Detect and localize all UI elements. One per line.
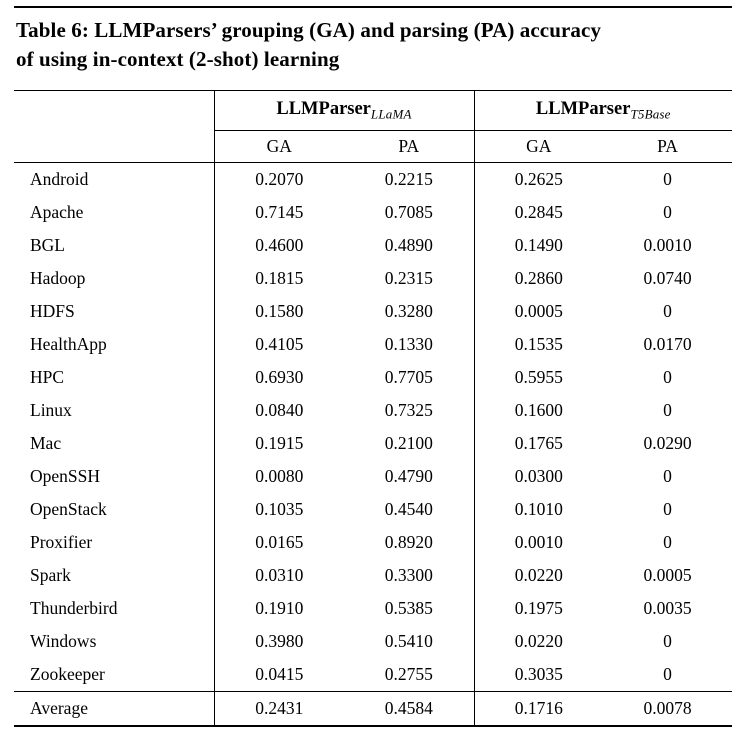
pa-llama-cell: 0.3280 xyxy=(384,300,433,321)
table-row xyxy=(14,162,732,196)
pa-llama-cell: 0.8920 xyxy=(384,531,433,552)
table-row xyxy=(14,394,732,427)
ga-t5base-cell: 0.1535 xyxy=(474,328,603,361)
pa-t5base-cell: 0.0290 xyxy=(643,432,692,453)
pa-llama-cell: 0.1330 xyxy=(384,333,433,354)
ga-llama-cell: 0.1035 xyxy=(214,493,344,526)
dataset-cell: HPC xyxy=(30,366,65,387)
pa-t5base-cell: 0.0740 xyxy=(643,267,692,288)
pa-llama-cell: 0.7085 xyxy=(384,201,433,222)
pa-t5base-cell: 0 xyxy=(663,366,672,387)
dataset-cell: Zookeeper xyxy=(30,663,105,684)
dataset-cell: HDFS xyxy=(30,300,75,321)
col-header-ga-llama: GA xyxy=(214,130,344,162)
pa-llama-cell: 0.4584 xyxy=(344,691,474,726)
pa-t5base-cell: 0 xyxy=(663,399,672,420)
ga-t5base-cell: 0.1716 xyxy=(474,691,603,726)
pa-t5base-cell: 0.0010 xyxy=(643,234,692,255)
table-row xyxy=(14,592,732,625)
col-header-ga-t5base: GA xyxy=(474,130,603,162)
model-name: LLMParser xyxy=(535,98,631,119)
table-row xyxy=(14,625,732,658)
ga-t5base-cell: 0.1010 xyxy=(474,493,603,526)
ga-llama-cell: 0.1910 xyxy=(214,592,344,625)
ga-t5base-cell: 0.0005 xyxy=(474,295,603,328)
corner-cell xyxy=(14,90,214,162)
pa-t5base-cell: 0 xyxy=(663,300,672,321)
table-row xyxy=(14,262,732,295)
ga-t5base-cell: 0.0300 xyxy=(474,460,603,493)
model-variant: LLaMA xyxy=(370,106,412,122)
pa-llama-cell: 0.4790 xyxy=(384,465,433,486)
dataset-cell: Spark xyxy=(30,564,71,585)
pa-t5base-cell: 0 xyxy=(663,201,672,222)
table-caption xyxy=(16,16,730,74)
dataset-cell: Linux xyxy=(30,399,72,420)
ga-llama-cell: 0.0165 xyxy=(214,526,344,559)
pa-llama-cell: 0.2215 xyxy=(384,168,433,189)
dataset-cell: Apache xyxy=(30,201,84,222)
table-row xyxy=(14,295,732,328)
ga-llama-cell: 0.0840 xyxy=(214,394,344,427)
table-row xyxy=(14,427,732,460)
ga-llama-cell: 0.0415 xyxy=(214,658,344,692)
col-header-pa-t5base: PA xyxy=(603,130,732,162)
average-row xyxy=(14,691,732,726)
pa-llama-cell: 0.7325 xyxy=(384,399,433,420)
ga-llama-cell: 0.1580 xyxy=(214,295,344,328)
top-rule xyxy=(14,6,732,8)
dataset-cell: Proxifier xyxy=(30,531,93,552)
ga-t5base-cell: 0.1765 xyxy=(474,427,603,460)
dataset-cell: Hadoop xyxy=(30,267,86,288)
model-name: LLMParser xyxy=(276,98,371,119)
ga-t5base-cell: 0.5955 xyxy=(474,361,603,394)
caption-line-2: of using in-context (2-shot) learning xyxy=(16,46,340,71)
pa-t5base-cell: 0 xyxy=(663,498,672,519)
ga-llama-cell: 0.0080 xyxy=(214,460,344,493)
dataset-cell: HealthApp xyxy=(30,333,107,354)
pa-llama-cell: 0.2755 xyxy=(384,663,433,684)
table-row xyxy=(14,328,732,361)
dataset-cell: Mac xyxy=(30,432,62,453)
group-header-row xyxy=(14,90,732,130)
dataset-cell: OpenSSH xyxy=(30,465,101,486)
pa-t5base-cell: 0 xyxy=(663,465,672,486)
ga-t5base-cell: 0.3035 xyxy=(474,658,603,692)
group-header-llmparser-t5base xyxy=(474,90,732,130)
ga-llama-cell: 0.2431 xyxy=(214,691,344,726)
table-row xyxy=(14,361,732,394)
ga-t5base-cell: 0.1600 xyxy=(474,394,603,427)
table-row xyxy=(14,658,732,692)
ga-t5base-cell: 0.0010 xyxy=(474,526,603,559)
pa-llama-cell: 0.2100 xyxy=(384,432,433,453)
ga-llama-cell: 0.4600 xyxy=(214,229,344,262)
pa-t5base-cell: 0 xyxy=(663,630,672,651)
ga-llama-cell: 0.2070 xyxy=(214,162,344,196)
pa-llama-cell: 0.4540 xyxy=(384,498,433,519)
table-row xyxy=(14,493,732,526)
dataset-cell: Thunderbird xyxy=(30,597,118,618)
dataset-cell: Android xyxy=(30,168,89,189)
ga-t5base-cell: 0.2845 xyxy=(474,196,603,229)
col-header-pa-llama: PA xyxy=(344,130,474,162)
table-body xyxy=(14,162,732,691)
group-header-llmparser-llama xyxy=(214,90,474,130)
pa-llama-cell: 0.3300 xyxy=(384,564,433,585)
pa-t5base-cell: 0.0170 xyxy=(643,333,692,354)
ga-llama-cell: 0.7145 xyxy=(214,196,344,229)
ga-llama-cell: 0.0310 xyxy=(214,559,344,592)
table-row xyxy=(14,229,732,262)
pa-llama-cell: 0.5385 xyxy=(384,597,433,618)
dataset-cell: BGL xyxy=(30,234,65,255)
pa-t5base-cell: 0 xyxy=(663,168,672,189)
ga-llama-cell: 0.3980 xyxy=(214,625,344,658)
dataset-cell: Average xyxy=(14,691,214,726)
pa-llama-cell: 0.2315 xyxy=(384,267,433,288)
model-variant: T5Base xyxy=(630,106,671,122)
dataset-cell: Windows xyxy=(30,630,97,651)
ga-llama-cell: 0.1815 xyxy=(214,262,344,295)
table-row xyxy=(14,460,732,493)
pa-t5base-cell: 0.0035 xyxy=(643,597,692,618)
dataset-cell: OpenStack xyxy=(30,498,107,519)
ga-t5base-cell: 0.0220 xyxy=(474,559,603,592)
pa-t5base-cell: 0 xyxy=(663,531,672,552)
ga-t5base-cell: 0.2860 xyxy=(474,262,603,295)
ga-t5base-cell: 0.2625 xyxy=(474,162,603,196)
table-row xyxy=(14,559,732,592)
ga-t5base-cell: 0.0220 xyxy=(474,625,603,658)
caption-line-1: Table 6: LLMParsers’ grouping (GA) and parsing (PA) accuracy xyxy=(16,18,602,42)
ga-t5base-cell: 0.1975 xyxy=(474,592,603,625)
pa-t5base-cell: 0 xyxy=(663,663,672,684)
pa-llama-cell: 0.7705 xyxy=(384,366,433,387)
pa-t5base-cell: 0.0005 xyxy=(643,564,692,585)
table-row xyxy=(14,196,732,229)
pa-llama-cell: 0.5410 xyxy=(384,630,433,651)
table-row xyxy=(14,526,732,559)
pa-t5base-cell: 0.0078 xyxy=(603,691,732,726)
ga-llama-cell: 0.1915 xyxy=(214,427,344,460)
pa-llama-cell: 0.4890 xyxy=(384,234,433,255)
ga-t5base-cell: 0.1490 xyxy=(474,229,603,262)
results-table xyxy=(14,90,732,727)
ga-llama-cell: 0.6930 xyxy=(214,361,344,394)
ga-llama-cell: 0.4105 xyxy=(214,328,344,361)
